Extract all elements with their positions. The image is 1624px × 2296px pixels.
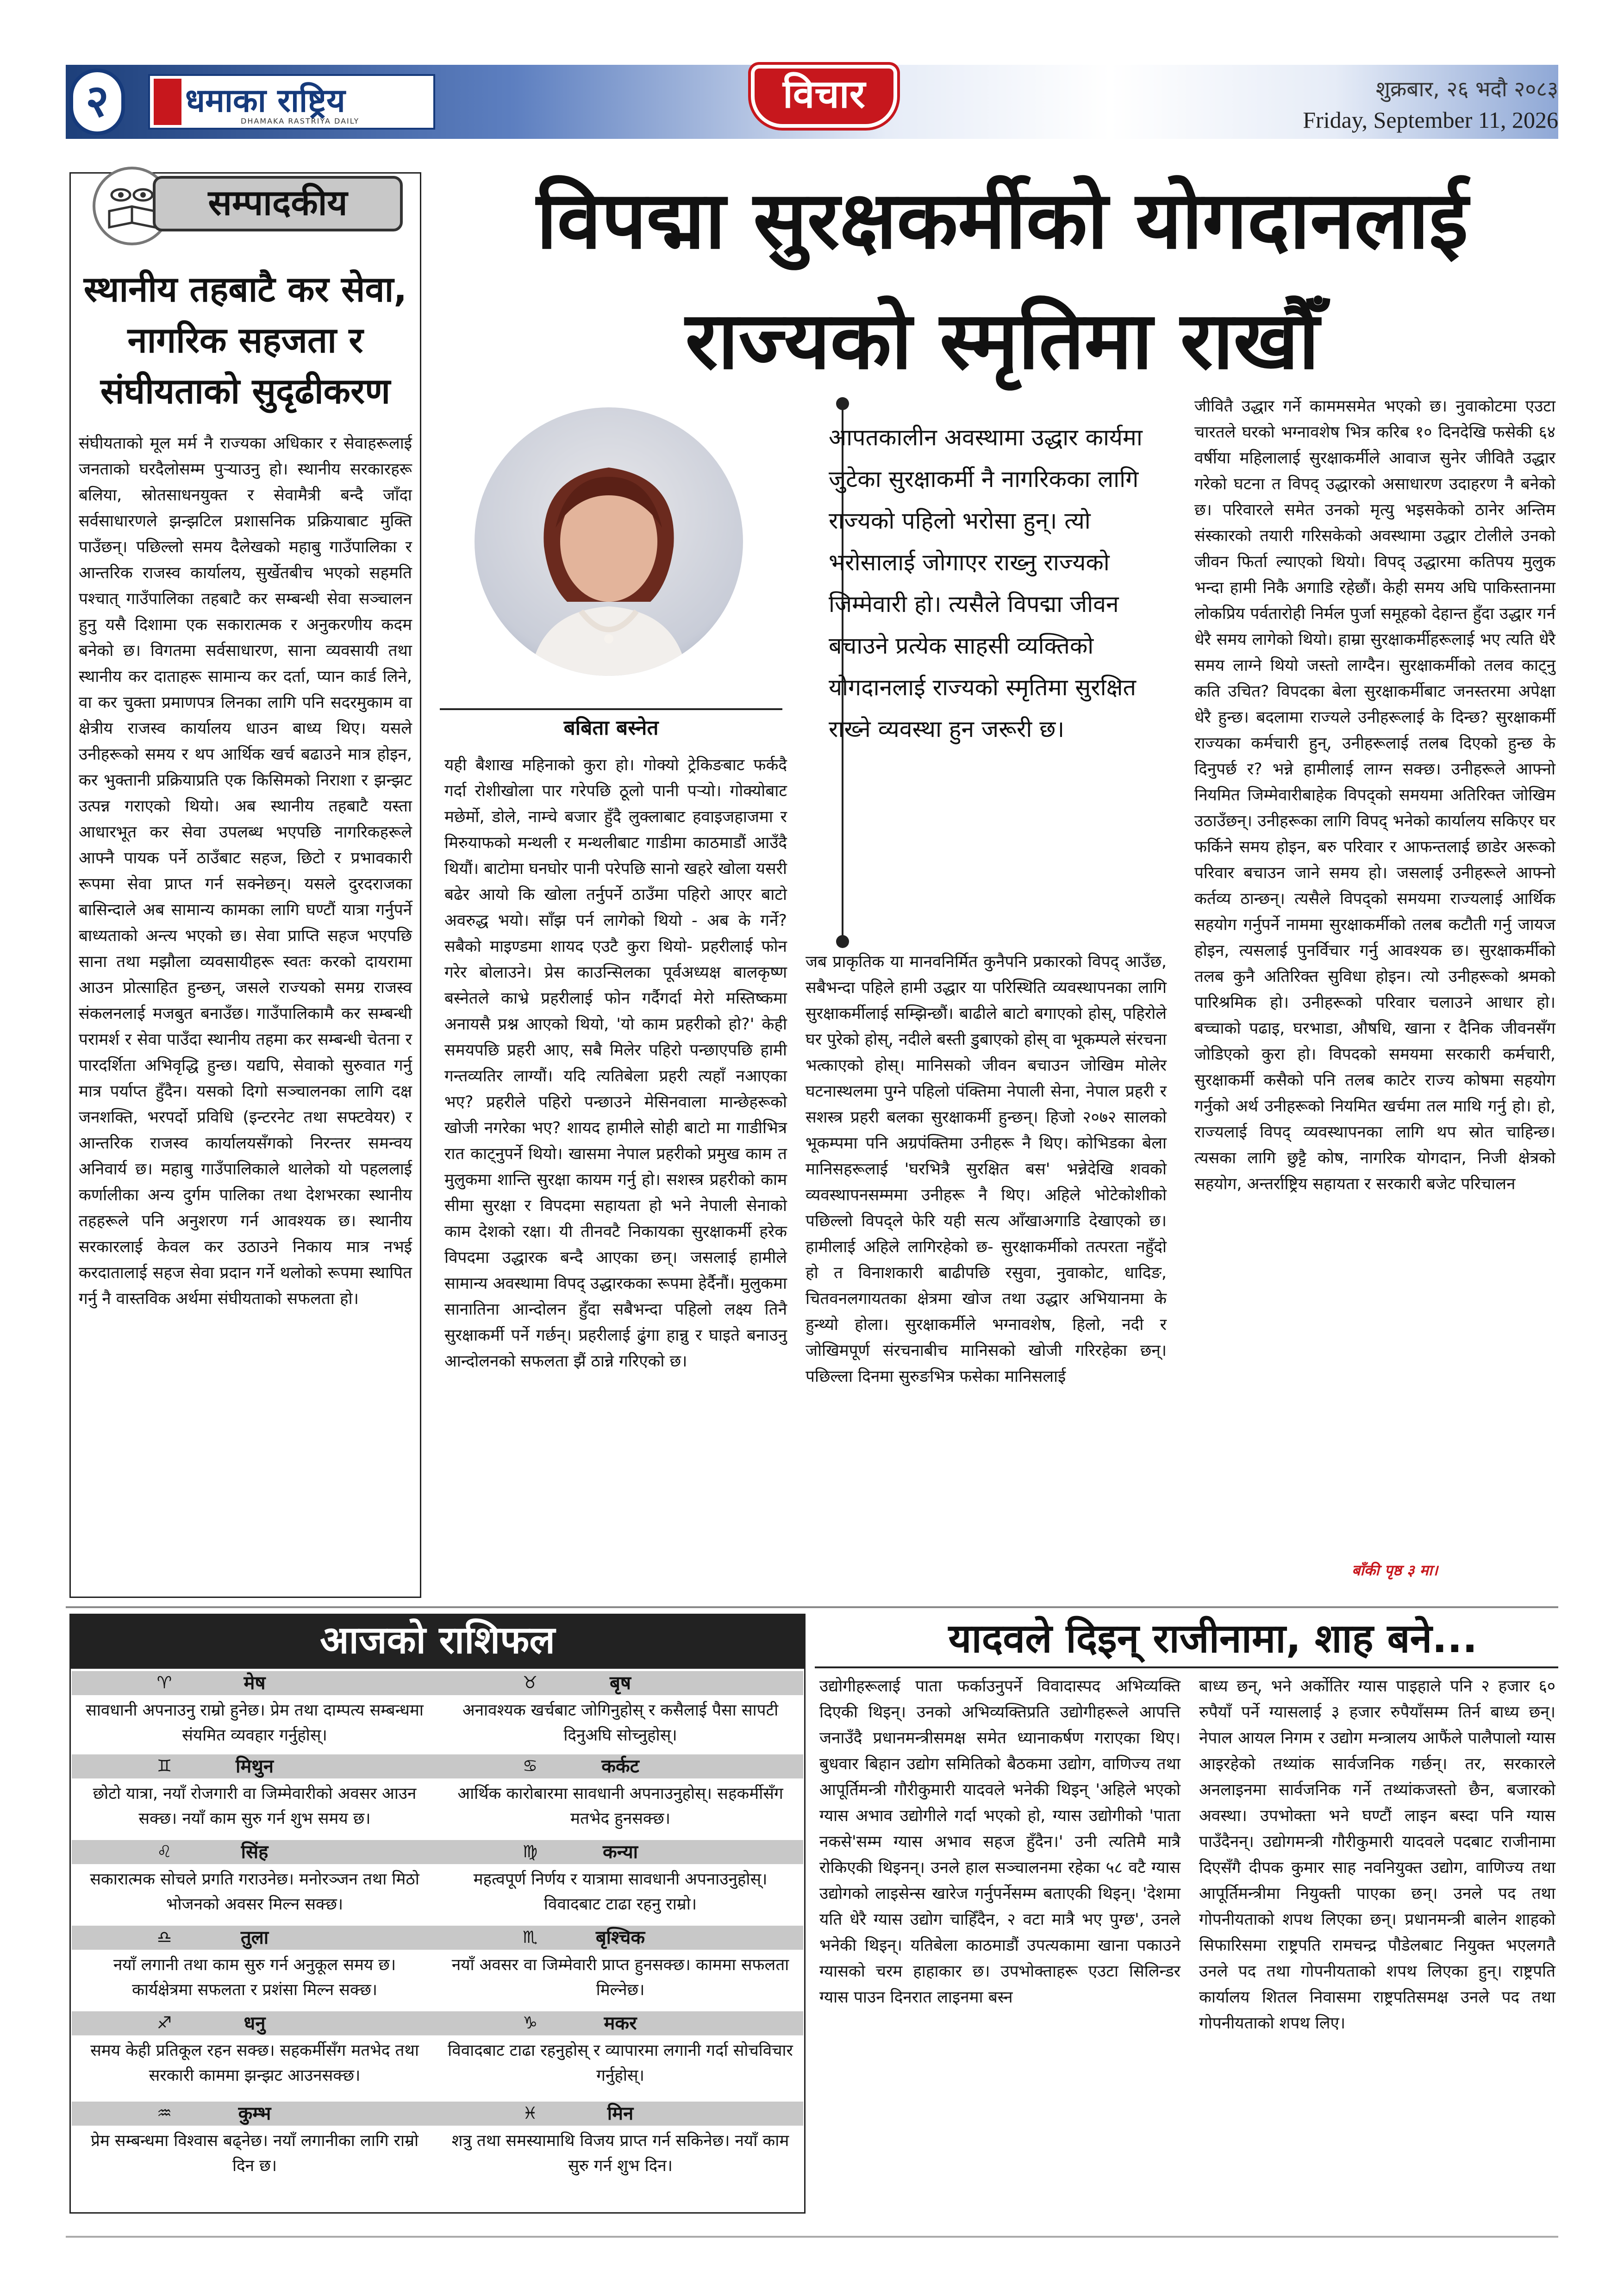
second-headline: यादवले दिइन् राजीनामा, शाह बने...: [948, 1616, 1478, 1662]
horoscope-sign-name: [437, 2011, 803, 2035]
zodiac-icon: ♌: [156, 1842, 172, 1861]
horoscope-sign-text: आर्थिक कारोबारमा सावधानी अपनाउनुहोस्। सहकर्मीसँग मतभेद हुनसक्छ।: [457, 1784, 783, 1828]
zodiac-icon: ♊: [156, 1757, 172, 1776]
masthead-logo: धमाका राष्ट्रिय: [185, 81, 345, 119]
horoscope-sign-name: [437, 1671, 803, 1695]
horoscope-sign-text: प्रेम सम्बन्धमा विश्वास बढ्नेछ। नयाँ लगानीका लागि राम्रो दिन छ।: [90, 2132, 419, 2175]
horoscope-sign-label: मेष: [244, 1672, 266, 1694]
horoscope-sign: [72, 1671, 437, 1751]
zodiac-icon: ♐: [156, 2014, 172, 2033]
horoscope-sign-label: सिंह: [241, 1841, 269, 1863]
main-headline: [444, 160, 1560, 400]
horoscope-sign-name: [437, 1754, 803, 1778]
horoscope-sign-label: मिथुन: [235, 1756, 274, 1777]
pull-quote-dot-top: [836, 397, 849, 410]
author-name: बबिता बस्नेत: [563, 716, 659, 740]
horoscope-sign-label: मिन: [607, 2103, 634, 2124]
horoscope-sign-name: [437, 1926, 803, 1950]
zodiac-icon: ♒: [156, 2104, 172, 2123]
horoscope-sign-name: [437, 1840, 803, 1864]
section-divider: [66, 1606, 1558, 1608]
horoscope-sign: [437, 1671, 803, 1751]
horoscope-sign-text: नयाँ अवसर वा जिम्मेवारी प्राप्त हुनसक्छ। काममा सफलता मिल्नेछ।: [451, 1956, 789, 1999]
horoscope-sign-text: छोटो यात्रा, नयाँ रोजगारी वा जिम्मेवारीको अवसर आउन सक्छ। नयाँ काम सुरु गर्न शुभ समय छ।: [93, 1784, 417, 1828]
horoscope-sign-text: समय केही प्रतिकूल रहन सक्छ। सहकर्मीसँग मतभेद तथा सरकारी काममा झन्झट आउनसक्छ।: [90, 2041, 419, 2085]
horoscope-sign-name: [72, 1926, 437, 1950]
horoscope-sign: [437, 1754, 803, 1834]
horoscope-sign-label: कर्कट: [601, 1756, 639, 1777]
main-headline-line2: राज्यको स्मृतिमा राखौँ: [685, 293, 1319, 387]
horoscope-sign: [72, 2102, 437, 2181]
second-story-column-2: बाध्य छन्, भने अर्कोतिर ग्यास पाइहाले पनि २ हजार ६० रुपैयाँ पर्ने ग्यासलाई ३ हजार रुपैयाँसम्म तिर्न बाध्य छन्। नेपाल आयल निगम र उद्योग मन्त्रालय आफैंले पालैपालो ग्यास आइरहेको तथ्यांक सार्वजनिक गर्छन्। तर, सरकारले अनलाइनमा सार्वजनिक गर्ने तथ्यांकजस्तो छैन, बजारको अवस्था। उपभोक्ता भने घण्टौं लाइन बस्दा पनि ग्यास पाउँदैनन्। उद्योगमन्त्री गौरीकुमारी यादवले पदबाट राजीनामा दिएसँगै दीपक कुमार साह नवनियुक्त उद्योग, वाणिज्य तथा आपूर्तिमन्त्रीमा नियुक्ती पाएका छन्। उनले पद तथा गोपनीयताको शपथ लिएका छन्। प्रधानमन्त्री बालेन शाहको सिफारिसमा राष्ट्रपति रामचन्द्र पौडेलबाट नियुक्त भएलगतै उनले पद तथा गोपनीयताको शपथ लिएका हुन्। राष्ट्रपति कार्यालय शितल निवासमा राष्ट्रपतिसमक्ष उनले पद तथा गोपनीयताको शपथ लिए।: [1199, 1677, 1555, 2033]
zodiac-icon: ♍: [522, 1842, 538, 1861]
horoscope-sign-text: नयाँ लगानी तथा काम सुरु गर्न अनुकूल समय छ। कार्यक्षेत्रमा सफलता र प्रशंसा मिल्न सक्छ।: [113, 1956, 396, 1999]
zodiac-icon: ♈: [156, 1673, 172, 1692]
footer-rule: [66, 2236, 1558, 2238]
pull-quote-dot-bottom: [836, 935, 849, 948]
editorial-body: संघीयताको मूल मर्म नै राज्यका अधिकार र सेवाहरूलाई जनताको घरदैलोसम्म पुऱ्याउनु हो। स्थानीय सरकारहरू बलिया, स्रोतसाधनयुक्त र सेवामैत्री बन्दै जाँदा सर्वसाधारणले झन्झटिल प्रशासनिक प्रक्रियाबाट मुक्ति पाउँछन्। पछिल्लो समय दैलेखको महाबु गाउँपालिका र आन्तरिक राजस्व कार्यालय, सुर्खेतबीच भएको सहमति पश्चात् गाउँपालिका तहबाटै कर सम्बन्धी सेवा सञ्चालन हुनु यसै दिशामा एक सकारात्मक र अनुकरणीय कदम बनेको छ। विगतमा सर्वसाधारण, साना व्यवसायी तथा स्थानीय कर दाताहरू सामान्य कर दर्ता, प्यान कार्ड लिने, वा कर चुक्ता प्रमाणपत्र लिनका लागि पनि सदरमुकाम वा क्षेत्रीय राजस्व कार्यालय धाउन बाध्य थिए। यसले उनीहरूको समय र थप आर्थिक खर्च बढाउने मात्र होइन, कर भुक्तानी प्रक्रियाप्रति एक किसिमको निराशा र झन्झट उत्पन्न गराएको थियो। अब स्थानीय तहबाटै यस्ता आधारभूत कर सेवा उपलब्ध भएपछि नागरिकहरूले आफ्नै पायक पर्ने ठाउँबाट सहज, छिटो र प्रभावकारी रूपमा सेवा प्राप्त गर्न सक्नेछन्। यसले दुरदराजका बासिन्दाले अब सामान्य कामका लागि घण्टौं यात्रा गर्नुपर्ने बाध्यताको अन्त्य भएको छ। सेवा प्राप्ति सहज भएपछि साना तथा मझौला व्यवसायीहरू स्वतः करको दायरामा आउन प्रोत्साहित हुन्छन्, जसले राज्यको समग्र राजस्व संकलनलाई मजबुत बनाउँछ। गाउँपालिकामै कर सम्बन्धी परामर्श र सेवा पाउँदा स्थानीय तहमा कर सम्बन्धी चेतना र पारदर्शिता अभिवृद्धि हुन्छ। यद्यपि, सेवाको सुरुवात गर्नु मात्र पर्याप्त हुँदैन। यसको दिगो सञ्चालनका लागि दक्ष जनशक्ति, भरपर्दो प्रविधि (इन्टरनेट तथा सफ्टवेयर) र आन्तरिक राजस्व कार्यालयसँगको निरन्तर समन्वय अनिवार्य छ। महाबु गाउँपालिकाले थालेको यो पहललाई कर्णालीका अन्य दुर्गम पालिका तथा देशभरका स्थानीय तहहरूले पनि अनुशरण गर्न आवश्यक छ। स्थानीय सरकारलाई केवल कर उठाउने निकाय मात्र नभई करदातालाई सहज सेवा प्रदान गर्ने थलोको रूपमा स्थापित गर्नु नै वास्तविक अर्थमा संघीयताको सफलता हो।: [79, 434, 412, 1308]
horoscope-title: आजको राशिफल: [69, 1614, 806, 1667]
horoscope-sign-text: महत्वपूर्ण निर्णय र यात्रामा सावधानी अपनाउनुहोस्। विवादबाट टाढा रहनु राम्रो।: [473, 1870, 768, 1914]
horoscope-sign-name: [72, 1671, 437, 1695]
horoscope-sign-label: तुला: [240, 1927, 269, 1948]
second-story-column-1: उद्योगीहरूलाई पाता फर्काउनुपर्ने विवादास्पद अभिव्यक्ति दिएकी थिइन्। उनको अभिव्यक्तिप्रति उद्योगीहरूले आपत्ति जनाउँदै प्रधानमन्त्रीसमक्ष समेत ध्यानाकर्षण गराएका थिए। बुधवार बिहान उद्योग समितिको बैठकमा उद्योग, वाणिज्य तथा आपूर्तिमन्त्री गौरीकुमारी यादवले भनेकी थिइन् 'अहिले भएको ग्यास अभाव उद्योगीले गर्दा भएको हो, ग्यास उद्योगीको 'पाता नकसे'सम्म ग्यास अभाव सहज हुँदैन।' उनी त्यतिमै मात्रै रोकिएकी थिइनन्। उनले हाल सञ्चालनमा रहेका ५८ वटै ग्यास उद्योगको लाइसेन्स खारेज गर्नुपर्नेसम्म बताएकी थिइन्। 'देशमा यति धेरै ग्यास उद्योग चाहिँदैन, २ वटा मात्रै भए पुग्छ', उनले भनेकी थिइन्। यतिबेला काठमाडौं उपत्यकामा खाना पकाउने ग्यासको चरम हाहाकार छ। उपभोक्ताहरू एउटा सिलिन्डर ग्यास पाउन दिनरात लाइनमा बस्न: [819, 1677, 1181, 2007]
masthead-logo-mark: [154, 79, 181, 125]
editorial-title: स्थानीय तहबाटै कर सेवा, नागरिक सहजता र संघीयताको सुदृढीकरण: [83, 268, 407, 412]
horoscope-sign: [72, 1926, 437, 2005]
horoscope-sign-text: अनावश्यक खर्चबाट जोगिनुहोस् र कसैलाई पैसा सापटी दिनुअघि सोच्नुहोस्।: [462, 1701, 779, 1745]
horoscope-sign-label: कन्या: [602, 1841, 638, 1863]
horoscope-sign-text: विवादबाट टाढा रहनुहोस् र व्यापारमा लगानी गर्दा सोचविचार गर्नुहोस्।: [448, 2041, 793, 2085]
zodiac-icon: ♉: [522, 1673, 538, 1692]
horoscope-sign: [437, 2102, 803, 2181]
page-number: २: [69, 69, 125, 135]
horoscope-sign: [72, 1840, 437, 1920]
main-story-column-2: जब प्राकृतिक या मानवनिर्मित कुनैपनि प्रकारको विपद् आउँछ, सबैभन्दा पहिले हामी उद्धार या परिस्थिति व्यवस्थापनका लागि सुरक्षाकर्मीलाई सम्झिन्छौं। बाढीले बाटो बगाएको होस्, पहिरोले घर पुरेको होस्, नदीले बस्ती डुबाएको होस् वा भूकम्पले संरचना भत्काएको होस्। मानिसको जीवन बचाउन जोखिम मोलेर घटनास्थलमा पुग्ने पहिलो पंक्तिमा नेपाली सेना, नेपाल प्रहरी र सशस्त्र प्रहरी बलका सुरक्षाकर्मी हुन्छन्। हिजो २०७२ सालको भूकम्पमा पनि अग्रपंक्तिमा उनीहरू नै थिए। कोभिडका बेला मानिसहरूलाई 'घरभित्रै सुरक्षित बस' भन्नेदेखि शवको व्यवस्थापनसम्ममा उनीहरू नै थिए। अहिले भोटेकोशीको पछिल्लो विपद्ले फेरि यही सत्य आँखाअगाडि देखाएको छ। हामीलाई अहिले लागिरहेको छ- सुरक्षाकर्मीको तत्परता नहुँदो हो त विनाशकारी बाढीपछि रसुवा, नुवाकोट, धादिङ, चितवनलगायतका क्षेत्रमा खोज तथा उद्धार अभियानमा के हुन्थ्यो होला। सुरक्षाकर्मीले भग्नावशेष, हिलो, नदी र जोखिमपूर्ण संरचनाबीच मानिसको खोजी गरिरहेका छन्। पछिल्ला दिनमा सुरुङभित्र फसेका मानिसलाई: [806, 953, 1167, 1386]
horoscope-sign-name: [72, 2011, 437, 2035]
main-story-column-1: यही बैशाख महिनाको कुरा हो। गोक्यो ट्रेकिङबाट फर्कदै गर्दा रोशीखोला पार गरेपछि ठूलो पानी पऱ्यो। गोक्योबाट मछेर्मो, डोले, नाम्चे बजार हुँदै लुक्लाबाट हवाइजहाजमा र मिरुयाफको मन्थली र मन्थलीबाट गाडीमा काठमाडौं आउँदै थियौं। बाटोमा घनघोर पानी परेपछि सानो खहरे खोला यसरी बढेर आयो कि खोला तर्नुपर्ने ठाउँमा पहिरो आएर बाटो अवरुद्ध भयो। साँझ पर्न लागेको थियो - अब के गर्ने? सबैको माइण्डमा शायद एउटै कुरा थियो- प्रहरीलाई फोन गरेर बोलाउने। प्रेस काउन्सिलका पूर्वअध्यक्ष बालकृष्ण बस्नेतले काभ्रे प्रहरीलाई फोन गर्दैगर्दा मेरो मस्तिष्कमा अनायसै प्रश्न आएको थियो, 'यो काम प्रहरीको हो?' केही समयपछि प्रहरी आए, सबै मिलेर पहिरो पन्छाएपछि हामी गन्तव्यतिर लाग्यौं। यदि त्यतिबेला प्रहरी त्यहाँ नआएका भए? प्रहरीले पहिरो पन्छाउने मेसिनवाला मान्छेहरूको खोजी नगरेका भए? शायद हामीले सोही बाटो मा गाडीभित्र रात काट्नुपर्ने थियो। खासमा नेपाल प्रहरीको प्रमुख काम त मुलुकमा शान्ति सुरक्षा कायम गर्नु हो। सशस्त्र प्रहरीको काम सीमा सुरक्षा र विपदमा सहायता हो भने नेपाली सेनाको काम देशको रक्षा। यी तीनवटै निकायका सुरक्षाकर्मी हरेक विपदमा उद्धारक बन्दै आएका छन्। जसलाई हामीले सामान्य अवस्थामा विपद् उद्धारकका रूपमा हेर्दैनौं। मुलुकमा सानातिना आन्दोलन हुँदा सबैभन्दा पहिलो लक्ष्य तिनै सुरक्षाकर्मी पर्ने गर्छन्। प्रहरीलाई ढुंगा हान्नु र घाइते बनाउनु आन्दोलनको सफलता झैं ठान्ने गरिएको छ।: [444, 756, 787, 1371]
horoscope-sign-label: बृष: [610, 1672, 631, 1694]
horoscope-sign: [72, 2011, 437, 2091]
masthead-tagline: DHAMAKA RASTRIYA DAILY: [241, 117, 360, 125]
zodiac-icon: ♏: [522, 1928, 538, 1947]
continued-notice: बाँकी पृष्ठ ३ मा।: [1352, 1561, 1438, 1579]
section-label: विचार: [755, 69, 893, 124]
horoscope-sign-label: बृश्चिक: [595, 1927, 645, 1948]
pull-quote: आपतकालीन अवस्थामा उद्धार कार्यमा जुटेका सुरक्षाकर्मी नै नागरिकका लागि राज्यको पहिलो भरोसा हुन्। त्यो भरोसालाई जोगाएर राख्नु राज्यको जिम्मेवारी हो। त्यसैले विपद्मा जीवन बचाउने प्रत्येक साहसी व्यक्तिको योगदानलाई राज्यको स्मृतिमा सुरक्षित राख्ने व्यवस्था हुन जरूरी छ।: [829, 424, 1143, 742]
horoscope-sign-name: [72, 2102, 437, 2126]
editorial-label: सम्पादकीय: [153, 176, 403, 231]
author-photo: [475, 407, 743, 676]
horoscope-sign-name: [72, 1754, 437, 1778]
main-story-column-3: जीवितै उद्धार गर्ने काममसमेत भएको छ। नुवाकोटमा एउटा चारतले घरको भग्नावशेष भित्र करिब १० दिनदेखि फसेकी ६४ वर्षीया महिलालाई सुरक्षाकर्मीले आवाज सुनेर जीवितै उद्धार गरेको घटना त विपद् उद्धारको असाधारण उदाहरण नै बनेको छ। परिवारले समेत उनको मृत्यु भइसकेको ठानेर अन्तिम संस्कारको तयारी गरिसकेको अवस्थामा उद्धार टोलीले उनको जीवन फिर्ता ल्याएको थियो। विपद् उद्धारमा कतिपय मुलुक भन्दा हामी निकै अगाडि रहेछौं। केही समय अघि पाकिस्तानमा लोकप्रिय पर्वतारोही निर्मल पुर्जा समूहको देहान्त हुँदा उद्धार गर्न धेरै समय लागेको थियो। हाम्रा सुरक्षाकर्मीहरूलाई भए त्यति धेरै समय लाग्ने थियो जस्तो लाग्दैन। सुरक्षाकर्मीको तलव काट्नु कति उचित? विपदका बेला सुरक्षाकर्मीबाट जनस्तरमा अपेक्षा धेरै हुन्छ। बदलामा राज्यले उनीहरूलाई के दिन्छ? सुरक्षाकर्मी राज्यका कर्मचारी हुन्, उनीहरूलाई तलब दिएको हुन्छ के दिनुपर्छ र? भन्ने हामीलाई लाग्न सक्छ। उनीहरूले आफ्नो नियमित जिम्मेवारीबाहेक विपद्को समयमा अतिरिक्त जोखिम उठाउँछन्। उनीहरूका लागि विपद् भनेको कार्यालय सकिएर घर फर्किने समय होइन, बरु परिवार र आफन्तलाई छाडेर अरूको परिवार बचाउन जाने समय हो। जसलाई उनीहरूले आफ्नो कर्तव्य ठान्छन्। त्यसैले विपद्को समयमा राज्यलाई आर्थिक सहयोग गर्नुपर्ने नाममा सुरक्षाकर्मीको तलब कटौती गर्नु जायज होइन, त्यसलाई पुनर्विचार गर्नु आवश्यक छ। सुरक्षाकर्मीको तलब कुनै अतिरिक्त सुविधा होइन। त्यो उनीहरूको श्रमको पारिश्रमिक हो। उनीहरूको परिवार चलाउने आधार हो। बच्चाको पढाइ, घरभाडा, औषधि, खाना र दैनिक जीवनसँग जोडिएको कुरा हो। विपदको समयमा सरकारी कर्मचारी, सुरक्षाकर्मी कसैको पनि तलब काटेर राज्य कोषमा सहयोग गर्नुको अर्थ उनीहरूको नियमित खर्चमा तल माथि गर्नु हो। हो, राज्यलाई विपद् व्यवस्थापनका लागि थप स्रोत चाहिन्छ। त्यसका लागि छुट्टै कोष, नागरिक योगदान, निजी क्षेत्रको सहयोग, अन्तर्राष्ट्रिय सहायता र सरकारी बजेट परिचालन: [1194, 397, 1556, 1193]
date-english: Friday, September 11, 2026: [1303, 107, 1558, 133]
second-headline-rule: [815, 1666, 1558, 1668]
horoscope-sign: [437, 1926, 803, 2005]
zodiac-icon: ♓: [522, 2104, 538, 2123]
zodiac-icon: ♎: [156, 1928, 172, 1947]
horoscope-sign-label: धनु: [244, 2013, 266, 2034]
horoscope-sign-text: सकारात्मक सोचले प्रगति गराउनेछ। मनोरञ्जन तथा मिठो भोजनको अवसर मिल्न सक्छ।: [90, 1870, 419, 1914]
horoscope-sign-name: [437, 2102, 803, 2126]
horoscope-sign-label: कुम्भ: [238, 2103, 271, 2124]
horoscope-sign-text: सावधानी अपनाउनु राम्रो हुनेछ। प्रेम तथा दाम्पत्य सम्बन्धमा संयमित व्यवहार गर्नुहोस्।: [86, 1701, 424, 1745]
horoscope-sign-name: [72, 1840, 437, 1864]
horoscope-sign-text: शत्रु तथा समस्यामाथि विजय प्राप्त गर्न सकिनेछ। नयाँ काम सुरु गर्न शुभ दिन।: [451, 2132, 789, 2175]
main-headline-line1: विपद्मा सुरक्षकर्मीको योगदानलाई: [536, 173, 1468, 267]
date-nepali: शुक्रबार, २६ भदौ २०८३: [1375, 76, 1558, 101]
horoscope-sign: [437, 1840, 803, 1920]
horoscope-sign: [437, 2011, 803, 2091]
horoscope-sign-label: मकर: [604, 2013, 637, 2034]
zodiac-icon: ♑: [522, 2014, 538, 2033]
zodiac-icon: ♋: [522, 1757, 538, 1776]
horoscope-sign: [72, 1754, 437, 1834]
